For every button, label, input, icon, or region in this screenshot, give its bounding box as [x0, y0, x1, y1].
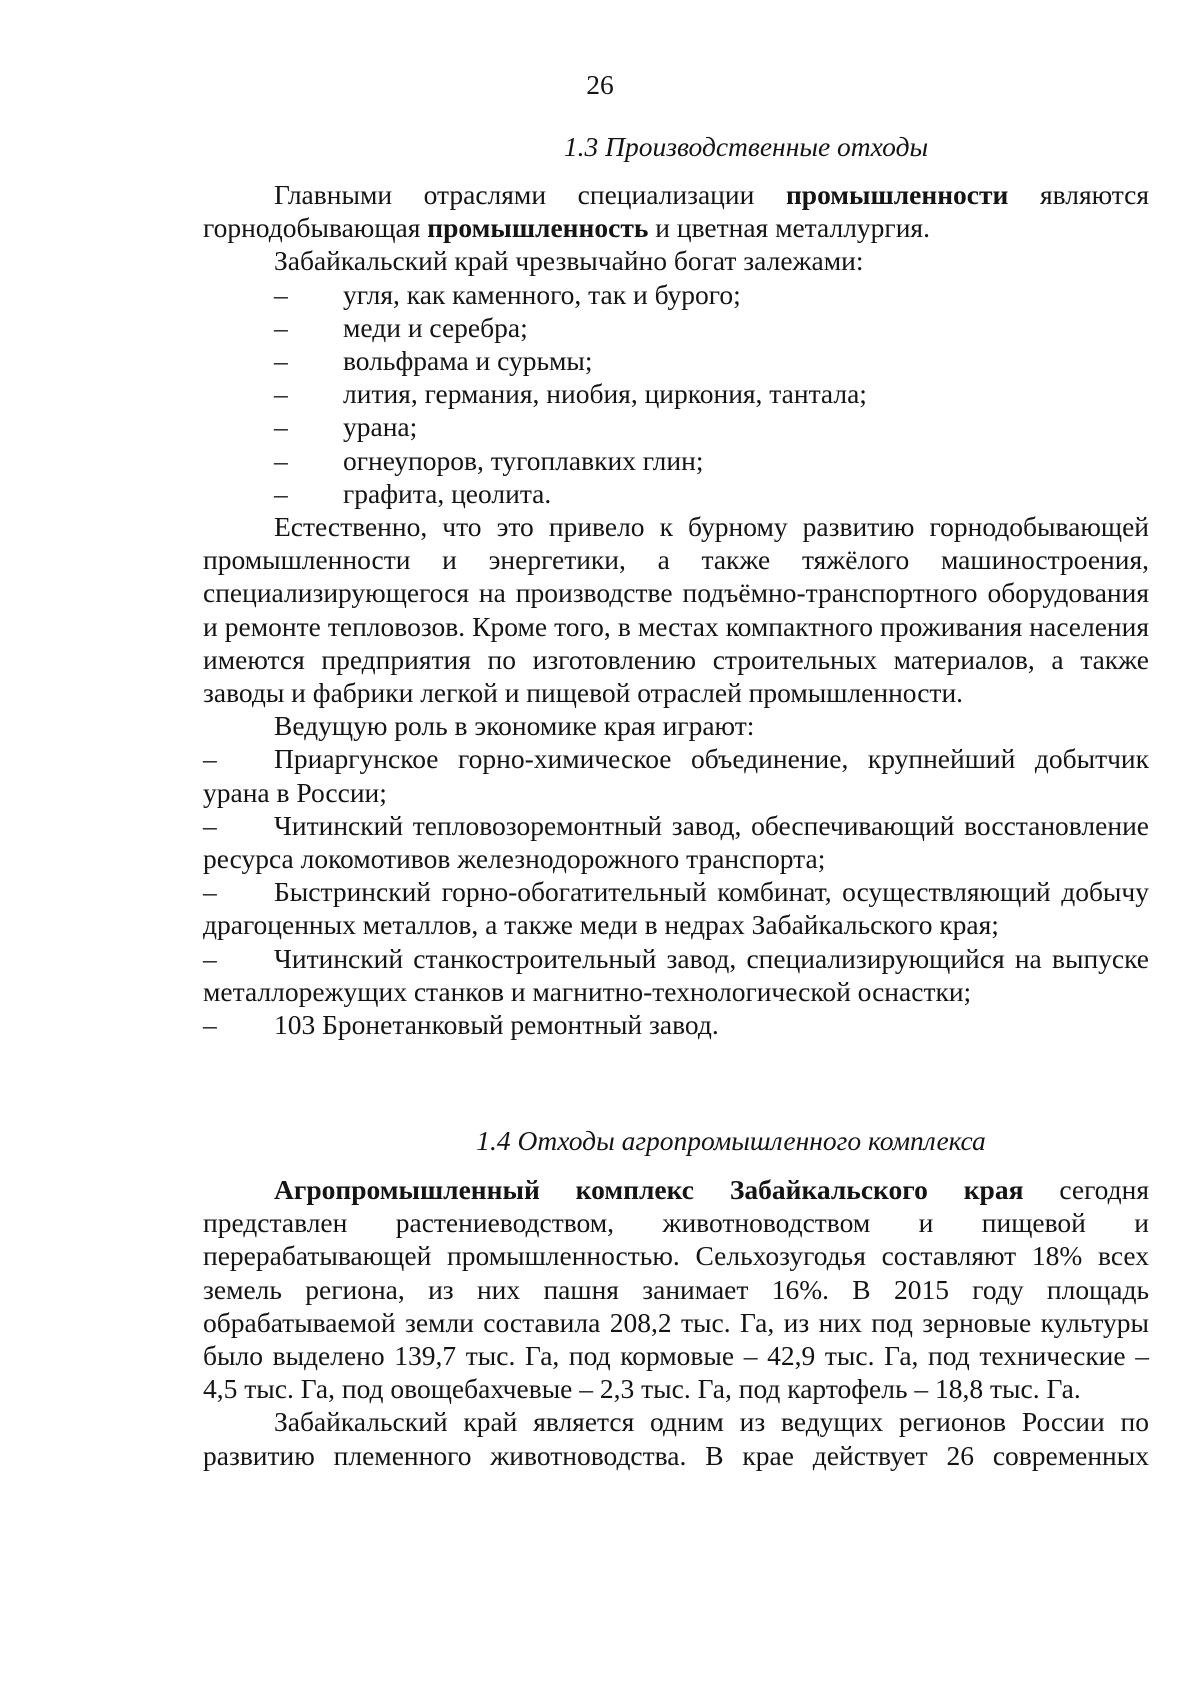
enterprise-text: Быстринский горно-обогатительный комбинат, осуществляющий добычу драгоценных металлов, а также меди в недрах Забайкальского края; [203, 876, 1149, 941]
section-heading-1-3: 1.3 Производственные отходы [563, 131, 929, 162]
enterprise-text: 103 Бронетанковый ремонтный завод. [274, 1009, 719, 1041]
dash-marker: – [203, 942, 217, 974]
list-item [203, 311, 1149, 344]
section-heading-1-4: 1.4 Отходы агропромышленного комплекса [476, 1125, 986, 1156]
list-item-text: огнеупоров, тугоплавких глин; [343, 444, 704, 476]
list-item-text: лития, германия, ниобия, циркония, тантала; [343, 378, 867, 410]
intro-text: и цветная металлургия. [648, 212, 930, 244]
intro-bold-industry: промышленность [427, 212, 649, 244]
leading-role-lead: Ведущую роль в экономике края играют: [274, 710, 755, 742]
intro-text: Главными отраслями специализации [274, 179, 786, 210]
dash-marker: – [274, 477, 288, 509]
list-item [203, 444, 1149, 477]
industry-development-paragraph: Естественно, что это привело к бурному развитию горнодобывающей промышленности и энергетики, а также тяжёлого машиностроения, специализирующегося на производстве подъёмно-транспортного оборудования и ремонте тепловозов. Кроме того, в местах компактного проживания населения имеются предприятия по изготовлению строительных материалов, а также заводы и фабрики легкой и пищевой отраслей промышленности. [203, 511, 1149, 709]
dash-marker: – [203, 876, 217, 908]
dash-marker: – [203, 809, 217, 841]
list-item [203, 477, 1149, 510]
list-item [203, 410, 1149, 443]
list-item-text: меди и серебра; [343, 311, 528, 343]
list-item-text: графита, цеолита. [343, 477, 552, 509]
section-body-1-3 [203, 178, 1149, 1041]
enterprise-text: Читинский станкостроительный завод, специализирующийся на выпуске металлорежущих станков и магнитно-технологической оснастки; [203, 942, 1149, 1007]
list-item-text: вольфрама и сурьмы; [343, 345, 593, 377]
dash-marker: – [274, 411, 288, 443]
dash-marker: – [274, 444, 288, 476]
agro-complex-bold: Агропромышленный комплекс Забайкальского края [274, 1174, 1024, 1205]
intro-bold-industry: промышленности [785, 179, 1009, 210]
list-item-text: урана; [343, 411, 418, 443]
dash-marker: – [203, 743, 217, 775]
enterprise-text: Приаргунское горно-химическое объединение, крупнейший добытчик урана в России; [203, 743, 1149, 808]
enterprise-list-item [203, 942, 1149, 1008]
agro-complex-text: сегодня представлен растениеводством, животноводством и пищевой и перерабатывающей промышленностью. Сельхозугодья составляют 18% всех земель региона, из них пашня занимает 16%. В 2015 году площадь обрабатываемой земли составила 208,2 тыс. Га, из них под зерновые культуры было выделено 139,7 тыс. Га, под кормовые – 42,9 тыс. Га, под технические – 4,5 тыс. Га, под овощебахчевые – 2,3 тыс. Га, под картофель – 18,8 тыс. Га. [203, 1174, 1149, 1405]
deposits-lead: Забайкальский край чрезвычайно богат залежами: [274, 245, 864, 277]
enterprise-text: Читинский тепловозоремонтный завод, обеспечивающий восстановление ресурса локомотивов железнодорожного транспорта; [203, 809, 1149, 875]
list-item [203, 278, 1149, 311]
dash-marker: – [274, 378, 288, 410]
dash-marker: – [274, 278, 288, 310]
intro-text: являются горнодобывающая [203, 179, 1149, 244]
dash-marker: – [274, 345, 288, 377]
enterprise-list-item [203, 1008, 1149, 1041]
agro-complex-paragraph [203, 1173, 1149, 1405]
list-item-text: угля, как каменного, так и бурого; [343, 278, 741, 310]
enterprise-list-item [203, 875, 1149, 941]
list-item [203, 344, 1149, 377]
dash-marker: – [203, 1009, 217, 1041]
dash-marker: – [274, 311, 288, 343]
page-number: 26 [586, 69, 614, 100]
livestock-paragraph: Забайкальский край является одним из ведущих регионов России по развитию племенного животноводства. В крае действует 26 современных [203, 1406, 1149, 1471]
section-body-1-4 [203, 1173, 1149, 1472]
enterprise-list-item [203, 809, 1149, 875]
list-item [203, 377, 1149, 410]
intro-paragraph [203, 178, 1149, 244]
enterprise-list-item [203, 742, 1149, 808]
